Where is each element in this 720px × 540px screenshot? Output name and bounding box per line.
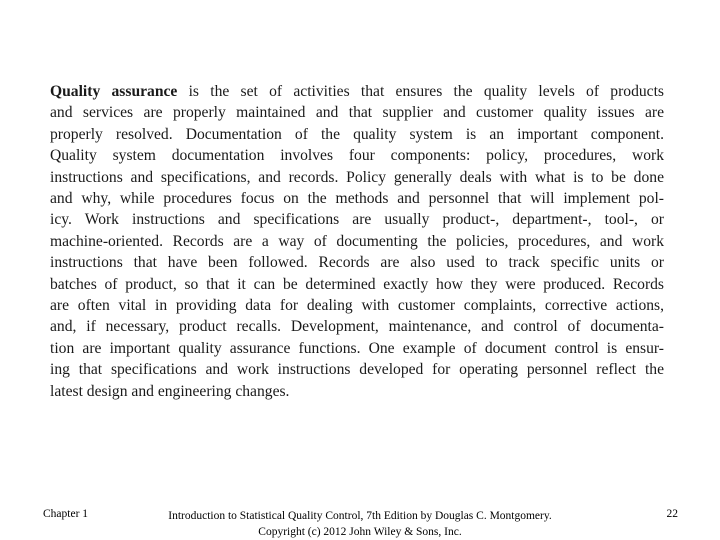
footer-book-title: Introduction to Statistical Quality Control, 7th Edition by Douglas C. Montgomery. xyxy=(168,510,552,522)
passage-line: tion are important quality assurance functions. One example of document control is ensur- xyxy=(50,339,664,357)
passage-line: batches of product, so that it can be determined exactly how they were produced. Records xyxy=(50,275,664,293)
passage-line: ing that specifications and work instructions developed for operating personnel reflect the xyxy=(50,361,664,379)
passage-line: and why, while procedures focus on the methods and personnel that will implement pol- xyxy=(50,190,664,208)
passage-line: latest design and engineering changes. xyxy=(50,382,290,400)
footer-credit xyxy=(140,508,580,540)
footer-chapter-label: Chapter 1 xyxy=(43,508,89,520)
passage-line: and, if necessary, product recalls. Development, maintenance, and control of documenta- xyxy=(50,318,664,336)
footer-copyright: Copyright (c) 2012 John Wiley & Sons, Inc. xyxy=(258,526,462,538)
passage-line: properly resolved. Documentation of the quality system is an important component. xyxy=(50,125,664,143)
passage-line: instructions and specifications, and records. Policy generally deals with what is to be done xyxy=(50,168,664,186)
passage-line: are often vital in providing data for dealing with customer complaints, corrective actions, xyxy=(50,297,664,315)
passage-line: icy. Work instructions and specifications are usually product-, department-, tool-, or xyxy=(50,211,664,229)
passage-term: Quality assurance xyxy=(50,83,178,100)
passage-line: instructions that have been followed. Records are also used to track specific units or xyxy=(50,254,664,272)
quality-assurance-passage xyxy=(50,81,664,402)
passage-line: machine-oriented. Records are a way of documenting the policies, procedures, and work xyxy=(50,232,664,250)
footer-page-number: 22 xyxy=(666,508,678,520)
passage-line: and services are properly maintained and that supplier and customer quality issues are xyxy=(50,104,664,122)
passage-line-text: is the set of activities that ensures the quality levels of products xyxy=(177,83,664,100)
passage-line xyxy=(50,81,664,102)
passage-line: Quality system documentation involves four components: policy, procedures, work xyxy=(50,147,664,165)
